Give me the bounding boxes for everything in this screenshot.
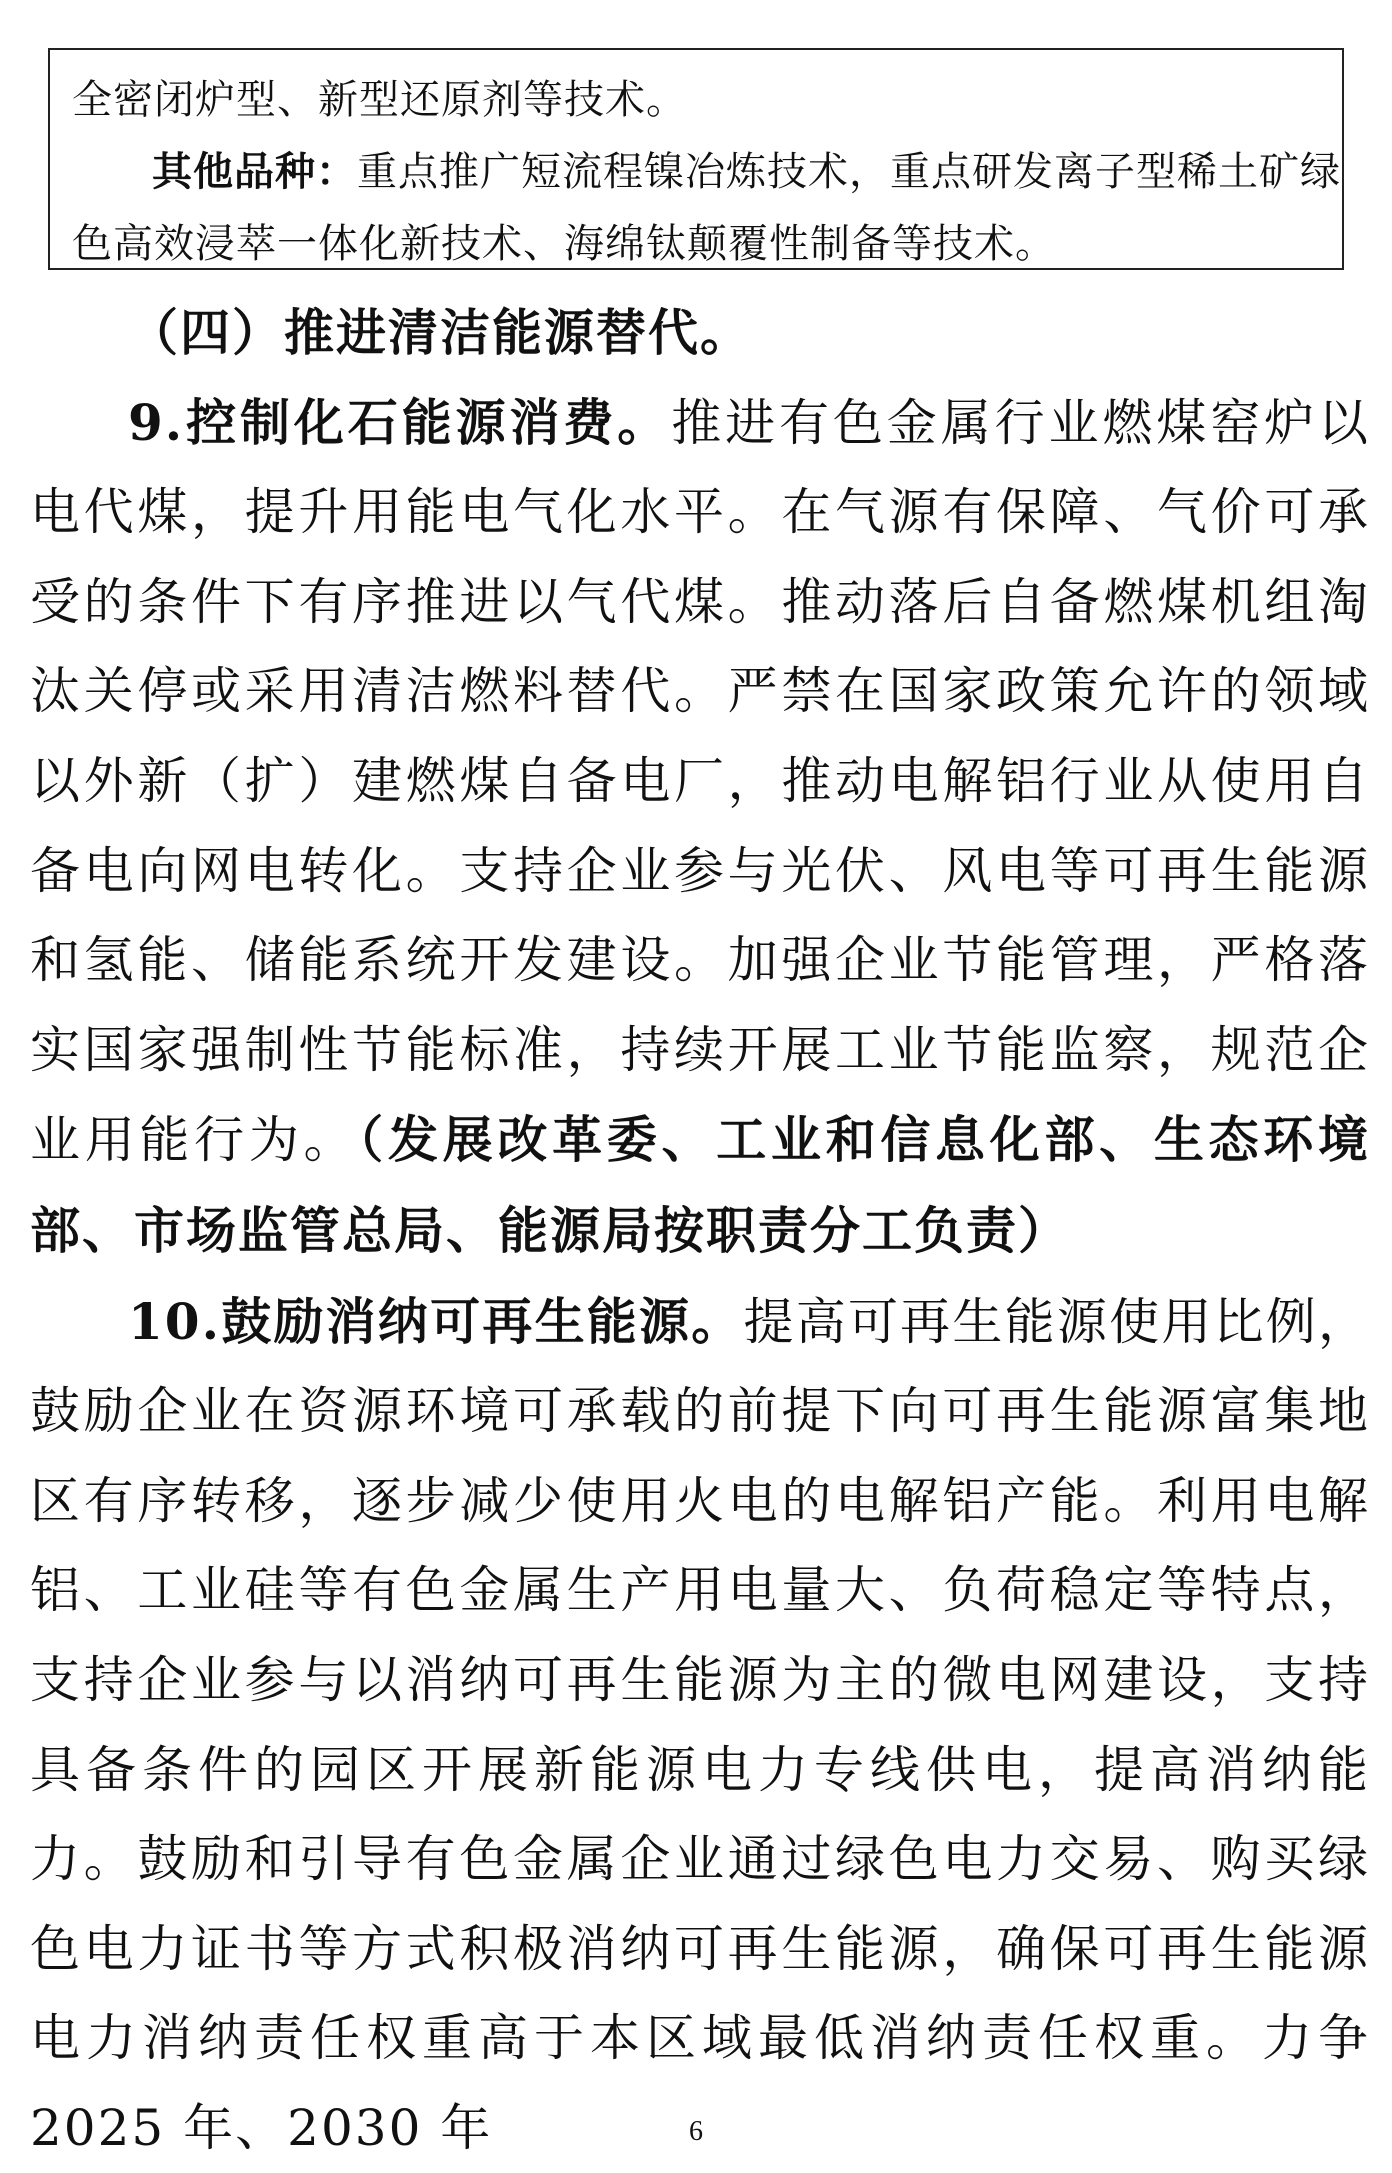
page-number: 6 [689, 2116, 703, 2147]
box-line-3: 色高效浸萃一体化新技术、海绵钛颠覆性制备等技术。 [72, 221, 1056, 267]
item-9-paragraph [30, 378, 1370, 1277]
box-line-2-text: 重点推广短流程镍冶炼技术，重点研发离子型稀土矿绿 [357, 149, 1341, 195]
item-9-title: 9.控制化石能源消费。 [128, 392, 672, 452]
item-10-body: 提高可再生能源使用比例，鼓励企业在资源环境可承载的前提下向可再生能源富集地区有序转移，逐步减少使用火电的电解铝产能。利用电解铝、工业硅等有色金属生产用电量大、负荷稳定等特点，支持企业参与以消纳可再生能源为主的微电网建设，支持具备条件的园区开展新能源电力专线供电，提高消纳能力。鼓励和引导有色金属企业通过绿色电力交易、购买绿色电力证书等方式积极消纳可再生能源，确保可再生能源电力消纳责任权重高于本区域最低消纳责任权重。力争 2025 年、2030 年 [30, 1292, 1370, 2157]
section-heading: （四）推进清洁能源替代。 [128, 303, 752, 362]
box-line-1: 全密闭炉型、新型还原剂等技术。 [72, 77, 687, 123]
item-10-paragraph [30, 1277, 1370, 2173]
box-line-2 [72, 136, 1341, 208]
item-10-title: 10.鼓励消纳可再生能源。 [128, 1291, 744, 1351]
technology-box [48, 48, 1344, 270]
other-varieties-label: 其他品种： [152, 148, 357, 195]
item-9-body: 推进有色金属行业燃煤窑炉以电代煤，提升用能电气化水平。在气源有保障、气价可承受的条件下有序推进以气代煤。推动落后自备燃煤机组淘汰关停或采用清洁燃料替代。严禁在国家政策允许的领域以外新（扩）建燃煤自备电厂，推动电解铝行业从使用自备电向网电转化。支持企业参与光伏、风电等可再生能源和氢能、储能系统开发建设。加强企业节能管理，严格落实国家强制性节能标准，持续开展工业节能监察，规范企业用能行为。 [30, 393, 1371, 1170]
main-content [30, 288, 1370, 2173]
item-9-responsible: （发展改革委、工业和信息化部、生态环境部、市场监管总局、能源局按职责分工负责） [30, 1110, 1370, 1260]
